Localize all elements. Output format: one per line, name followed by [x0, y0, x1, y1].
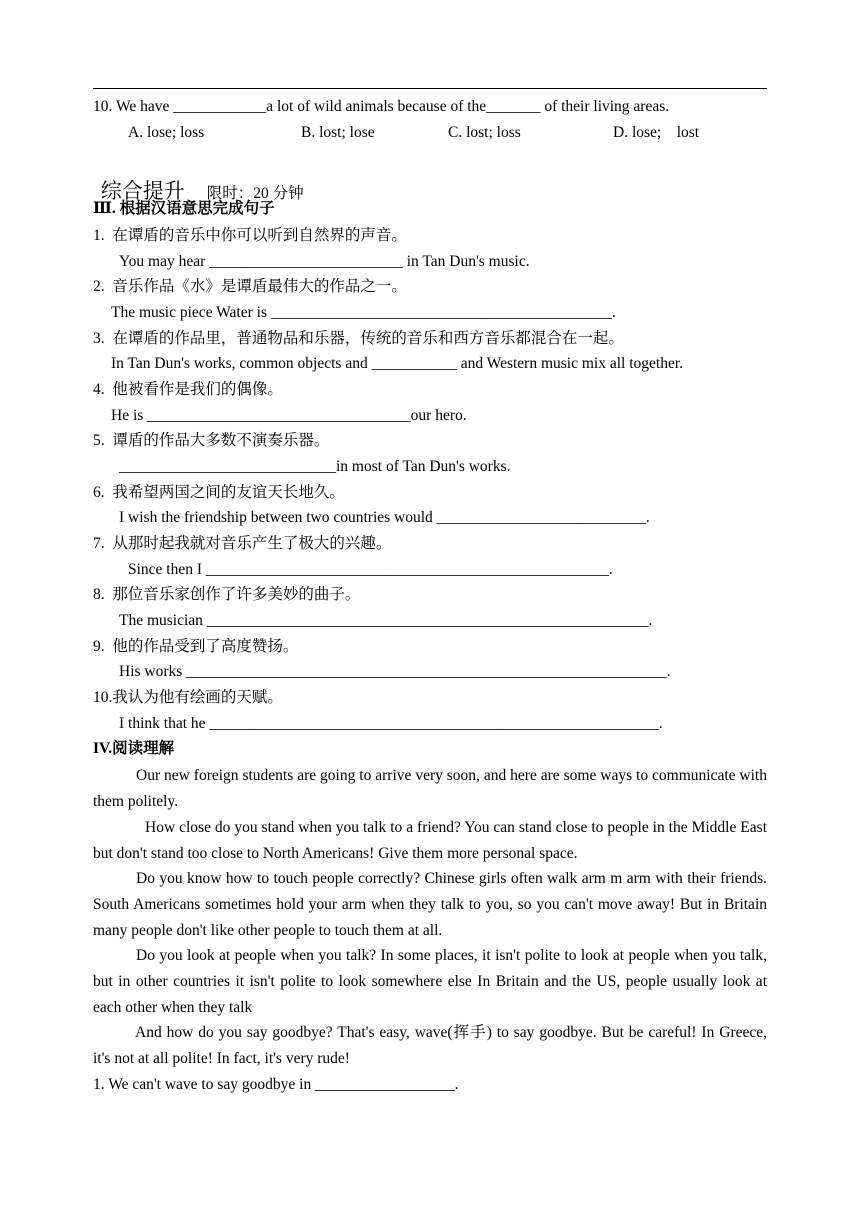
top-rule — [93, 88, 767, 89]
s3-item-6-en: I wish the friendship between two countries would ___________________________. — [119, 509, 650, 526]
reading-paragraph-1: Our new foreign students are going to arrive very soon, and here are some ways to communicate with them politely. — [93, 767, 767, 810]
time-limit: 限时：20 分钟 — [206, 185, 304, 202]
reading-paragraph-3: Do you know how to touch people correctly? Chinese girls often walk arm m arm with their friends. South Americans sometimes hold your arm when they talk to you, so you can't move away! But in Britain many people don't like other people to touch them at all. — [93, 870, 767, 939]
s3-item-9-en: His works ______________________________________________________________. — [119, 663, 671, 680]
s3-item-7-en: Since then I ____________________________________________________. — [128, 561, 613, 578]
s3-item-7-cn: 7. 从那时起我就对音乐产生了极大的兴趣。 — [93, 535, 392, 552]
s3-item-4-cn: 4. 他被看作是我们的偶像。 — [93, 381, 283, 398]
s3-item-3-en: In Tan Dun's works, common objects and ___________ and Western music mix all together. — [111, 355, 684, 372]
s3-item-10-cn: 10.我认为他有绘画的天赋。 — [93, 689, 283, 706]
reading-paragraph-4: Do you look at people when you talk? In some places, it isn't polite to look at people when you talk, but in other countries it isn't polite to look somewhere else In Britain and the US, people usually look at each other when they talk — [93, 947, 767, 1016]
q10-option-b: B. lost; lose — [301, 124, 375, 141]
s3-item-1-cn: 1. 在谭盾的音乐中你可以听到自然界的声音。 — [93, 227, 407, 244]
s3-item-5-cn: 5. 谭盾的作品大多数不演奏乐器。 — [93, 432, 330, 449]
section4-heading: IV.阅读理解 — [93, 740, 175, 757]
reading-paragraph-5: And how do you say goodbye? That's easy, wave(挥手) to say goodbye. But be careful! In Greece, it's not at all polite! In fact, it's very rude! — [93, 1024, 767, 1067]
comprehensive-heading — [93, 158, 304, 204]
q10-stem: 10. We have ____________a lot of wild animals because of the_______ of their living areas. — [93, 98, 670, 115]
s3-item-3-cn: 3. 在谭盾的作品里，普通物品和乐器，传统的音乐和西方音乐都混合在一起。 — [93, 330, 624, 347]
s3-item-5-en: ____________________________in most of Tan Dun's works. — [119, 458, 511, 475]
s3-item-1-en: You may hear _________________________ in Tan Dun's music. — [119, 253, 530, 270]
section3-heading: Ⅲ. 根据汉语意思完成句子 — [93, 200, 275, 217]
reading-question-1: 1. We can't wave to say goodbye in __________________. — [93, 1076, 459, 1093]
q10-option-a: A. lose; loss — [128, 124, 205, 141]
s3-item-4-en: He is __________________________________our hero. — [111, 407, 467, 424]
q10-option-d: D. lose; lost — [613, 124, 700, 141]
s3-item-8-en: The musician _________________________________________________________. — [119, 612, 653, 629]
comprehensive-title: 综合提升 — [100, 179, 185, 203]
s3-item-2-cn: 2. 音乐作品《水》是谭盾最伟大的作品之一。 — [93, 278, 407, 295]
s3-item-10-en: I think that he __________________________________________________________. — [119, 715, 663, 732]
q10-option-c: C. lost; loss — [448, 124, 521, 141]
s3-item-2-en: The music piece Water is ____________________________________________. — [111, 304, 616, 321]
s3-item-8-cn: 8. 那位音乐家创作了许多美妙的曲子。 — [93, 586, 361, 603]
s3-item-9-cn: 9. 他的作品受到了高度赞扬。 — [93, 638, 299, 655]
s3-item-6-cn: 6. 我希望两国之间的友谊天长地久。 — [93, 484, 345, 501]
reading-paragraph-2: How close do you stand when you talk to a friend? You can stand close to people in the Middle East but don't stand too close to North Americans! Give them more personal space. — [93, 819, 767, 862]
